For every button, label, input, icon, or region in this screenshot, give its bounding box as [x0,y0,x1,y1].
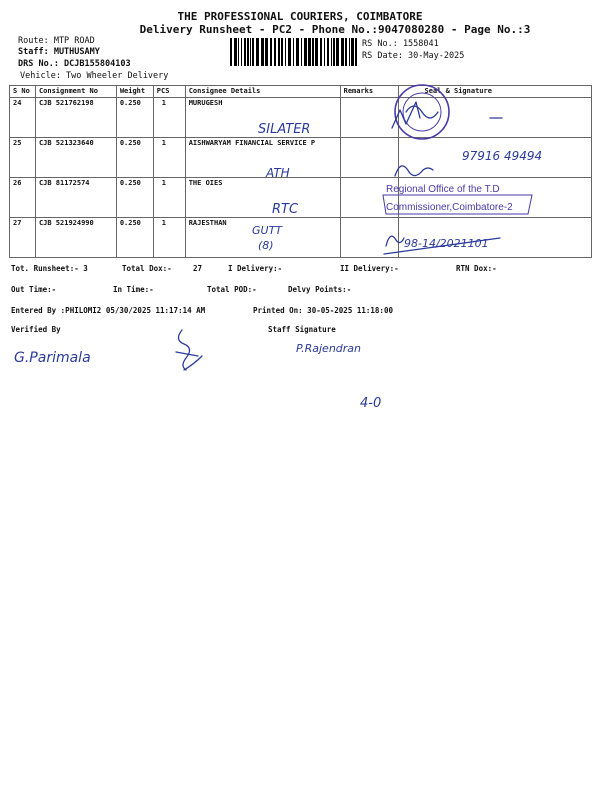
handwriting-row27-a: GUTT [252,224,283,237]
rs-no: RS No.: 1558041 [362,39,439,49]
col-consignment: Consignment No [35,86,116,98]
cell-consignee: THE OIES [185,178,340,218]
cell-weight: 0.250 [116,138,153,178]
cell-sno: 26 [10,178,36,218]
cell-weight: 0.250 [116,178,153,218]
stamp-line-2: Commissioner,Coimbatore-2 [386,202,513,213]
rtn-dox: RTN Dox:- [456,264,497,273]
signature-initials [176,330,202,370]
cell-pcs: 1 [153,218,185,258]
col-consignee: Consignee Details [185,86,340,98]
company-title: THE PROFESSIONAL COURIERS, COIMBATORE [177,10,423,23]
col-seal-signature: Seal & Signature [398,86,592,98]
cell-consignment: CJB 521924990 [35,218,116,258]
cell-sno: 25 [10,138,36,178]
handwriting-row24: SILATER [258,122,311,137]
signature-staff: P.Rajendran [296,342,362,355]
signature-verified: G.Parimala [14,350,91,366]
cell-consignee: RAJESTHAN [185,218,340,258]
total-pod: Total POD:- [207,285,257,294]
phone-row25: 97916 49494 [462,149,543,163]
cell-consignee: AISHWARYAM FINANCIAL SERVICE P [185,138,340,178]
col-weight: Weight [116,86,153,98]
drs-label: DRS No.: DCJB155804103 [18,59,131,69]
handwriting-row27-b: (8) [258,239,274,252]
signature-row25 [395,166,433,176]
printed-on: Printed On: 30-05-2025 11:18:00 [253,306,393,315]
cell-consignment: CJB 81172574 [35,178,116,218]
cell-sno: 27 [10,218,36,258]
handwriting-row26: RTC [272,202,299,217]
runsheet-subtitle: Delivery Runsheet - PC2 - Phone No.:9047080280 - Page No.:3 [139,23,531,36]
col-sno: S No [10,86,36,98]
rs-date: RS Date: 30-May-2025 [362,51,465,61]
signature-row27 [386,236,404,246]
round-seal-stamp [392,85,502,139]
route-label: Route: MTP ROAD [18,36,95,46]
cell-consignment: CJB 521323640 [35,138,116,178]
staff-label: Staff: MUTHUSAMY [18,47,100,57]
i-delivery: I Delivery:- [228,264,283,273]
in-time: In Time:- [113,285,154,294]
col-pcs: PCS [153,86,185,98]
tot-runsheet: Tot. Runsheet:- 3 [11,264,88,273]
cell-consignment: CJB 521762198 [35,98,116,138]
cell-weight: 0.250 [116,218,153,258]
cell-weight: 0.250 [116,98,153,138]
regional-office-stamp [383,184,532,214]
cell-consignee: MURUGESH [185,98,340,138]
out-time: Out Time:- [11,285,57,294]
signature-extra: 4-0 [360,396,382,411]
col-remarks: Remarks [340,86,398,98]
total-dox-label: Total Dox:- [122,264,172,273]
cell-sno: 24 [10,98,36,138]
staff-signature-label: Staff Signature [268,325,336,334]
ii-delivery: II Delivery:- [340,264,399,273]
stamp-line-1: Regional Office of the T.D [386,184,500,195]
cell-pcs: 1 [153,98,185,138]
entered-by: Entered By :PHILOMI2 05/30/2025 11:17:14 AM [11,306,206,315]
handwriting-row25: ATH [266,166,290,180]
delvy-points: Delvy Points:- [288,285,352,294]
vehicle-label: Vehicle: Two Wheeler Delivery [20,71,169,81]
cell-pcs: 1 [153,138,185,178]
date-row27: 98-14/2021101 [404,237,489,250]
verified-by-label: Verified By [11,325,61,334]
cell-pcs: 1 [153,178,185,218]
total-dox-value: 27 [193,264,203,273]
